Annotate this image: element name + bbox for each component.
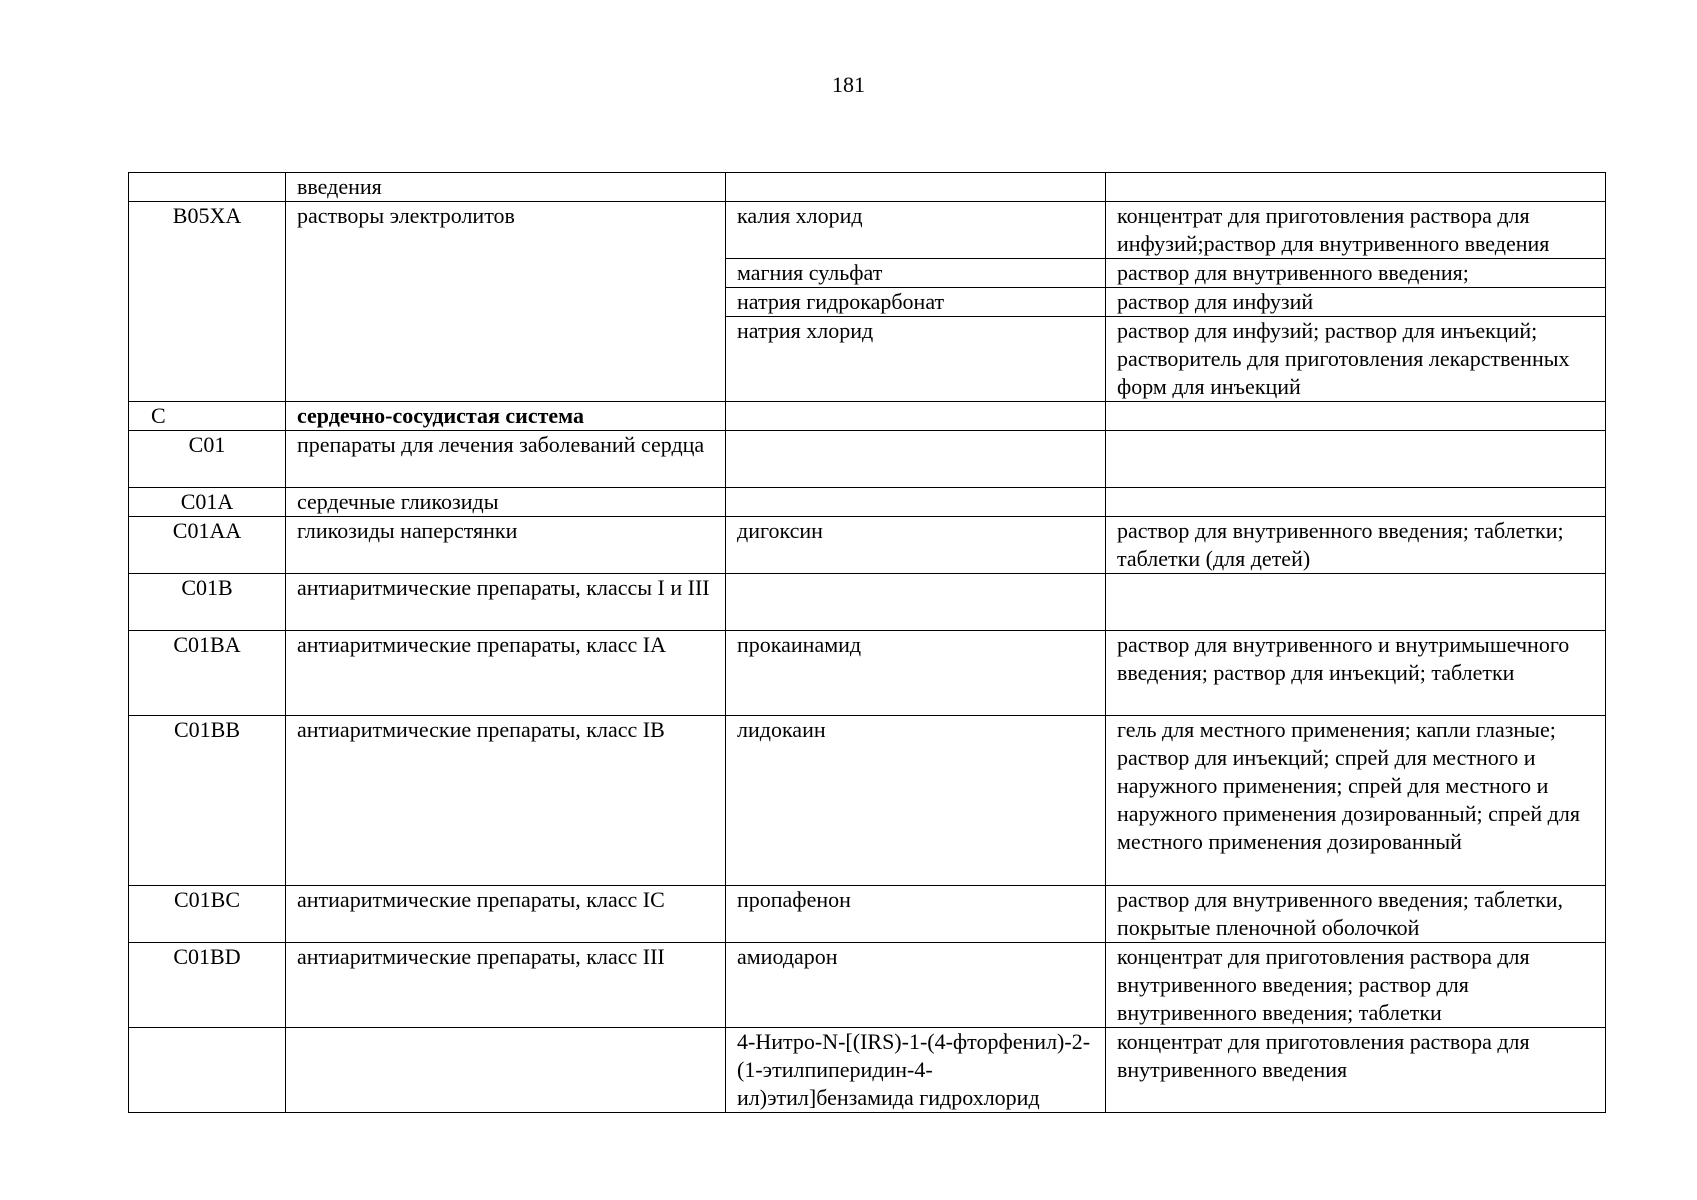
table-row <box>129 431 1606 488</box>
table-row <box>129 1028 1606 1113</box>
drug-name-cell: 4-Нитро-N-[(IRS)-1-(4-фторфенил)-2-(1-этилпиперидин-4-ил)этил]бензамида гидрохлорид <box>726 1028 1106 1113</box>
dosage-form-cell: концентрат для приготовления раствора для инфузий;раствор для внутривенного введения <box>1106 202 1606 259</box>
group-name-cell <box>286 1028 726 1113</box>
atc-code-cell: C01A <box>129 488 286 517</box>
drug-name-cell <box>726 488 1106 517</box>
group-name-cell: антиаритмические препараты, класс IB <box>286 716 726 886</box>
table-row <box>129 488 1606 517</box>
dosage-form-line: раствор для инъекций; спрей для местного и наружного применения; спрей для местного и наружного применения дозированный; спрей для местного применения дозированный <box>1117 745 1580 854</box>
table-row <box>129 173 1606 202</box>
table-row <box>129 402 1606 431</box>
dosage-form-cell <box>1106 431 1606 488</box>
dosage-form-cell <box>1106 402 1606 431</box>
dosage-form-cell <box>1106 488 1606 517</box>
dosage-form-cell: раствор для внутривенного введения; таблетки; таблетки (для детей) <box>1106 517 1606 574</box>
atc-code-cell <box>129 1028 286 1113</box>
table-row <box>129 574 1606 631</box>
table-row <box>129 716 1606 886</box>
atc-code-cell: C01B <box>129 574 286 631</box>
dosage-form-cell: раствор для инфузий <box>1106 288 1606 317</box>
dosage-form-cell: концентрат для приготовления раствора для внутривенного введения <box>1106 1028 1606 1113</box>
drug-name-cell: натрия хлорид <box>726 317 1106 402</box>
table-row <box>129 886 1606 943</box>
atc-code-cell: C01BD <box>129 943 286 1028</box>
atc-code-cell: B05XA <box>129 202 286 402</box>
dosage-form-cell: концентрат для приготовления раствора для внутривенного введения; раствор для внутривенного введения; таблетки <box>1106 943 1606 1028</box>
drug-name-cell: лидокаин <box>726 716 1106 886</box>
group-name-cell: растворы электролитов <box>286 202 726 402</box>
drug-name-cell: дигоксин <box>726 517 1106 574</box>
group-name-cell: сердечно-сосудистая система <box>286 402 726 431</box>
drug-table <box>128 172 1606 1113</box>
dosage-form-line: гель для местного применения; капли глазные; <box>1117 717 1556 742</box>
atc-code-cell: C01BA <box>129 631 286 716</box>
page-number: 181 <box>832 72 865 97</box>
table-row <box>129 631 1606 716</box>
atc-code-cell: C01 <box>129 431 286 488</box>
atc-code-cell: C <box>129 402 286 431</box>
table-row <box>129 943 1606 1028</box>
group-name-cell: антиаритмические препараты, классы I и III <box>286 574 726 631</box>
table-row <box>129 517 1606 574</box>
group-name-cell: сердечные гликозиды <box>286 488 726 517</box>
drug-name-cell: натрия гидрокарбонат <box>726 288 1106 317</box>
atc-code-cell: C01BB <box>129 716 286 886</box>
dosage-form-cell: раствор для внутривенного введения; таблетки, покрытые пленочной оболочкой <box>1106 886 1606 943</box>
dosage-form-cell <box>1106 574 1606 631</box>
drug-name-cell <box>726 574 1106 631</box>
group-name-cell: антиаритмические препараты, класс III <box>286 943 726 1028</box>
group-name-cell: антиаритмические препараты, класс IA <box>286 631 726 716</box>
dosage-form-cell <box>1106 173 1606 202</box>
drug-name-cell: калия хлорид <box>726 202 1106 259</box>
table-row <box>129 202 1606 259</box>
drug-name-cell <box>726 173 1106 202</box>
group-name-cell: препараты для лечения заболеваний сердца <box>286 431 726 488</box>
dosage-form-cell: раствор для внутривенного введения; <box>1106 259 1606 288</box>
dosage-form-cell: раствор для внутривенного и внутримышечного введения; раствор для инъекций; таблетки <box>1106 631 1606 716</box>
drug-name-cell: прокаинамид <box>726 631 1106 716</box>
group-name-cell: антиаритмические препараты, класс IC <box>286 886 726 943</box>
drug-name-cell <box>726 431 1106 488</box>
atc-code-cell: C01AA <box>129 517 286 574</box>
drug-name-cell: пропафенон <box>726 886 1106 943</box>
group-name-cell: введения <box>286 173 726 202</box>
dosage-form-cell <box>1106 716 1606 886</box>
dosage-form-cell: раствор для инфузий; раствор для инъекций; растворитель для приготовления лекарственных форм для инъекций <box>1106 317 1606 402</box>
atc-code-cell <box>129 173 286 202</box>
drug-name-cell: амиодарон <box>726 943 1106 1028</box>
group-name-cell: гликозиды наперстянки <box>286 517 726 574</box>
atc-code-cell: C01BC <box>129 886 286 943</box>
drug-name-cell <box>726 402 1106 431</box>
drug-name-cell: магния сульфат <box>726 259 1106 288</box>
